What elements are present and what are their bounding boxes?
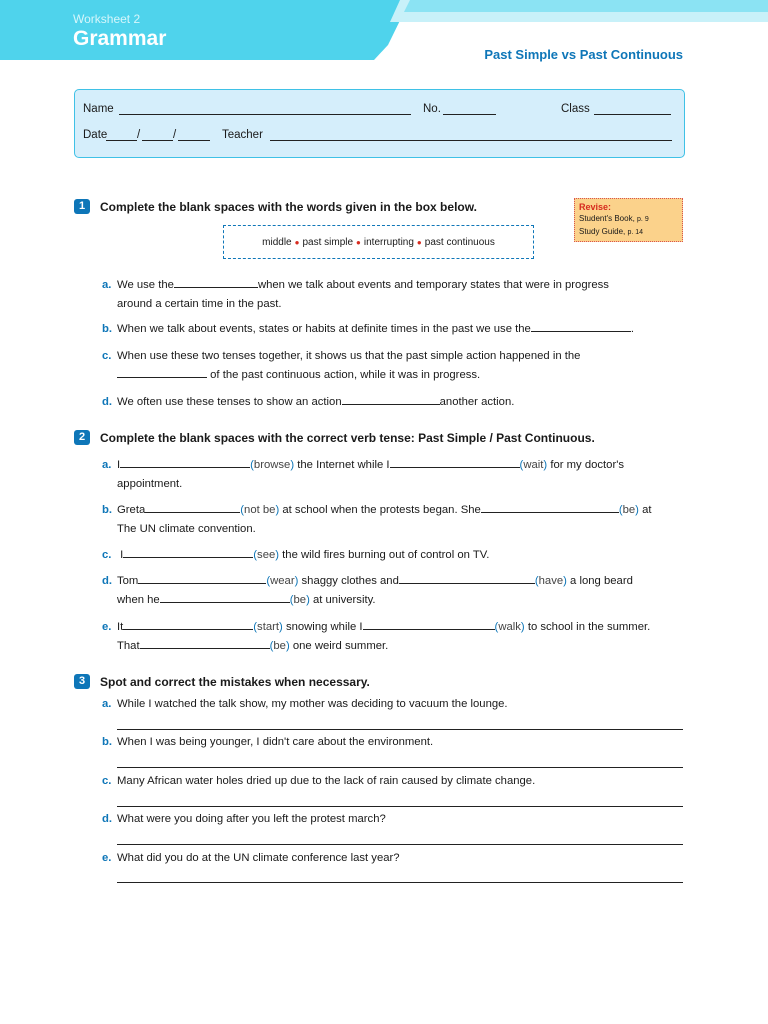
word-option: interrupting [363,237,414,248]
item-letter: d. [102,396,113,408]
answer-blank[interactable] [120,456,250,468]
class-label: Class [561,103,590,115]
word-box [223,225,534,259]
answer-line[interactable] [117,806,683,807]
answer-blank[interactable] [145,501,240,513]
item-letter: b. [102,736,113,748]
answer-blank[interactable] [160,591,290,603]
answer-blank[interactable] [531,320,631,332]
answer-blank[interactable] [399,572,535,584]
section-1-heading [74,199,477,214]
answer-blank[interactable] [123,546,253,558]
answer-blank[interactable] [390,456,520,468]
exercise-2b: b. Greta (not be) at school when the protests began. She (be) at The UN climate convention. [102,501,692,539]
exercise-3e: e. What did you do at the UN climate conference last year? [102,849,692,868]
verb-hint: start [257,621,280,633]
revise-box [574,198,683,242]
answer-blank[interactable] [342,393,440,405]
word-option: middle [262,237,292,248]
class-field[interactable] [594,103,671,115]
answer-line[interactable] [117,729,683,730]
bullet-icon: ● [416,238,422,247]
item-letter: c. [102,549,112,561]
revise-title: Revise: [579,202,612,212]
verb-hint: see [257,549,276,561]
item-letter: d. [102,575,113,587]
student-info-box [74,89,685,158]
exercise-3a: a. While I watched the talk show, my mother was deciding to vacuum the lounge. [102,695,692,714]
exercise-2e: e. It (start) snowing while I (walk) to school in the summer. That (be) one weird summer. [102,618,692,656]
item-letter: b. [102,323,113,335]
answer-blank[interactable] [138,572,266,584]
answer-line[interactable] [117,767,683,768]
verb-hint: wait [523,459,544,471]
verb-hint: be [293,594,307,606]
exercise-1c: c. When use these two tenses together, it shows us that the past simple action happened in the of the past continuous action, while it was in progress. [102,347,692,385]
date-day-field[interactable] [106,129,137,141]
teacher-field[interactable] [270,129,672,141]
worksheet-topic: Past Simple vs Past Continuous [484,47,683,62]
exercise-3c: c. Many African water holes dried up due to the lack of rain caused by climate change. [102,772,692,791]
item-letter: e. [102,852,112,864]
exercise-2a: a. I (browse) the Internet while I (wait) for my doctor's appointment. [102,456,692,494]
bullet-icon: ● [356,238,361,247]
exercise-1a: a. We use the when we talk about events and temporary states that were in progress around a certain time in the past. [102,276,692,314]
worksheet-label: Worksheet 2 [73,12,141,26]
section-3-heading [74,674,370,689]
answer-blank[interactable] [481,501,619,513]
verb-hint: be [273,640,286,652]
teacher-label: Teacher [222,129,263,141]
date-label: Date [83,129,108,141]
worksheet-title: Grammar [73,27,167,50]
exercise-1b: b. When we talk about events, states or habits at definite times in the past we use the . [102,320,692,339]
revise-line: Student's Book, p. 9 [579,214,649,223]
answer-line[interactable] [117,844,683,845]
item-letter: c. [102,775,112,787]
no-label: No. [423,103,441,115]
section-instruction: Complete the blank spaces with the correct verb tense: Past Simple / Past Continuous. [100,430,595,445]
item-letter: d. [102,813,113,825]
revise-line: Study Guide, p. 14 [579,227,644,236]
verb-hint: browse [253,459,291,471]
verb-hint: not be [244,504,276,516]
date-month-field[interactable] [142,129,173,141]
bullet-icon: ● [294,238,300,247]
answer-line[interactable] [117,882,683,883]
section-instruction: Spot and correct the mistakes when necessary. [100,674,370,689]
section-2-heading [74,430,595,445]
answer-blank[interactable] [174,276,258,288]
date-separator: / [173,129,177,141]
item-letter: a. [102,279,112,291]
name-field[interactable] [119,103,411,115]
item-letter: a. [102,698,112,710]
answer-blank[interactable] [123,618,253,630]
answer-blank[interactable] [140,637,270,649]
item-letter: c. [102,350,112,362]
answer-blank[interactable] [363,618,495,630]
no-field[interactable] [443,103,496,115]
section-number: 2 [74,430,90,445]
verb-hint: be [622,504,636,516]
verb-hint: walk [498,621,521,633]
item-letter: a. [102,459,112,471]
word-option: past simple [302,237,354,248]
section-number: 1 [74,199,90,214]
exercise-2c: c. I (see) the wild fires burning out of control on TV. [102,546,692,565]
section-number: 3 [74,674,90,689]
item-letter: e. [102,621,112,633]
exercise-1d: d. We often use these tenses to show an action another action. [102,393,692,412]
item-letter: b. [102,504,113,516]
verb-hint: wear [270,575,295,587]
verb-hint: have [538,575,564,587]
answer-blank[interactable] [117,366,207,378]
exercise-2d: d. Tom (wear) shaggy clothes and (have) a long beard when he (be) at university. [102,572,692,610]
section-instruction: Complete the blank spaces with the words given in the box below. [100,199,477,214]
exercise-3d: d. What were you doing after you left the protest march? [102,810,692,829]
date-year-field[interactable] [178,129,210,141]
date-separator: / [137,129,141,141]
name-label: Name [83,103,114,115]
exercise-3b: b. When I was being younger, I didn't care about the environment. [102,733,692,752]
word-option: past continuous [424,237,495,248]
